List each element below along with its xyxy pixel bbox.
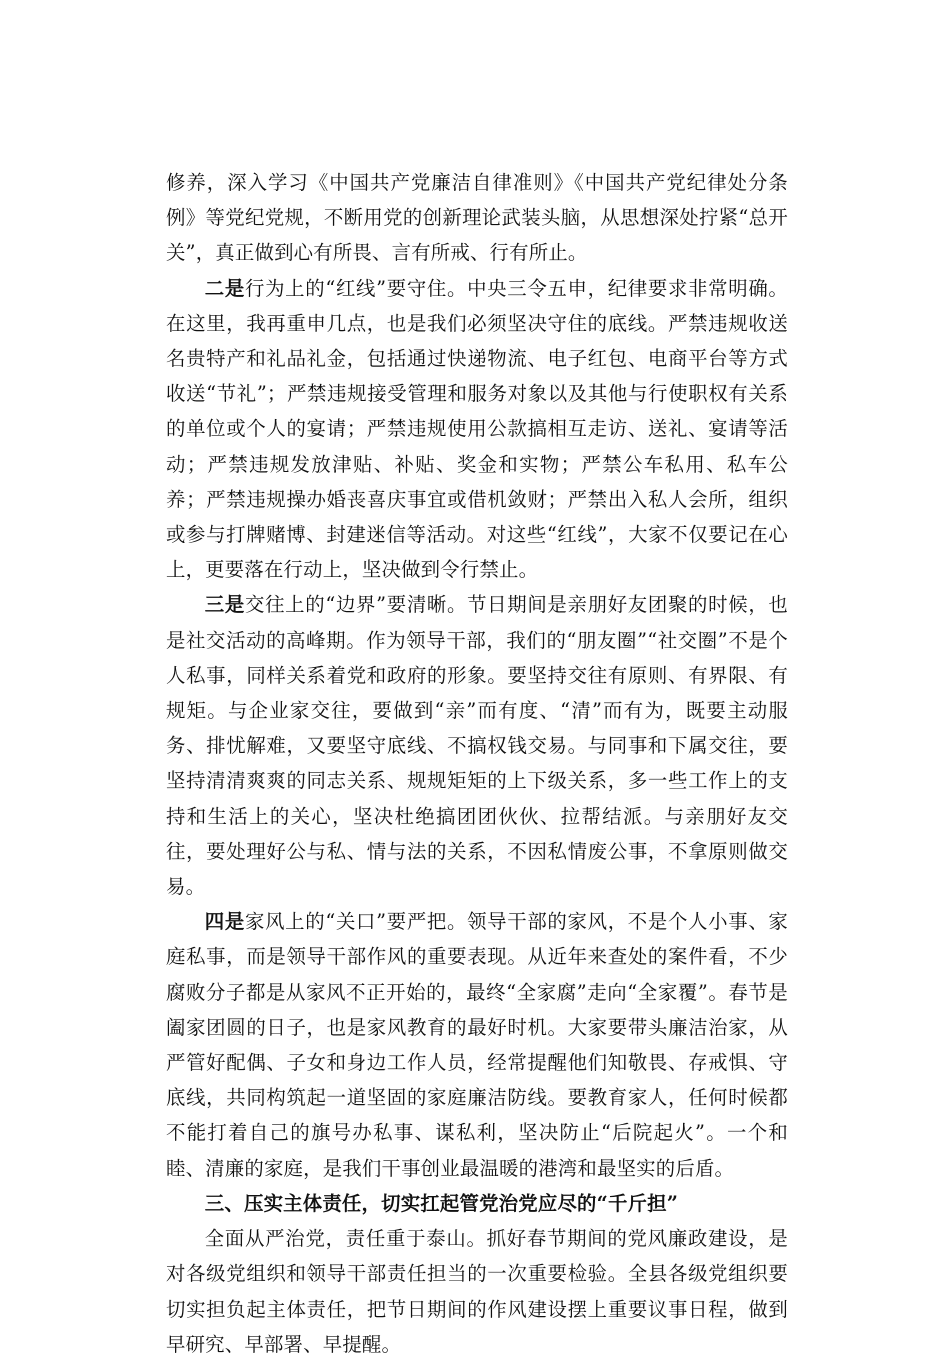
paragraph-family-style <box>166 904 788 1186</box>
paragraph-red-line <box>166 271 788 588</box>
section-heading: 三、压实主体责任，切实扛起管党治党应尽的“千斤担” <box>204 1191 679 1215</box>
paragraph-text: 全面从严治党，责任重于泰山。抓好春节期间的党风廉政建设，是对各级党组织和领导干部责任担当的一次重要检验。全县各级党组织要切实担负起主体责任，把节日期间的作风建设摆上重要议事日程，做到早研究、早部署、早提醒。 <box>166 1227 788 1356</box>
paragraph-continuation <box>166 165 788 271</box>
paragraph-closing <box>166 1221 788 1362</box>
paragraph-text: 修养，深入学习《中国共产党廉洁自律准则》《中国共产党纪律处分条例》等党纪党规，不断用党的创新理论武装头脑，从思想深处拧紧“总开关”，真正做到心有所畏、言有所戒、行有所止。 <box>166 171 788 265</box>
paragraph-lead: 四是 <box>204 910 245 934</box>
paragraph-text: 交往上的“边界”要清晰。节日期间是亲朋好友团聚的时候，也是社交活动的高峰期。作为领导干部，我们的“朋友圈”“社交圈”不是个人私事，同样关系着党和政府的形象。要坚持交往有原则、有界限、有规矩。与企业家交往，要做到“亲”而有度、“清”而有为，既要主动服务、排忧解难，又要坚守底线、不搞权钱交易。与同事和下属交往，要坚持清清爽爽的同志关系、规规矩矩的上下级关系，多一些工作上的支持和生活上的关心，坚决杜绝搞团团伙伙、拉帮结派。与亲朋好友交往，要处理好公与私、情与法的关系，不因私情废公事，不拿原则做交易。 <box>166 593 788 899</box>
paragraph-text: 行为上的“红线”要守住。中央三令五申，纪律要求非常明确。在这里，我再重申几点，也是我们必须坚决守住的底线。严禁违规收送名贵特产和礼品礼金，包括通过快递物流、电子红包、电商平台等方式收送“节礼”；严禁违规接受管理和服务对象以及其他与行使职权有关系的单位或个人的宴请；严禁违规使用公款搞相互走访、送礼、宴请等活动；严禁违规发放津贴、补贴、奖金和实物；严禁公车私用、私车公养；严禁违规操办婚丧喜庆事宜或借机敛财；严禁出入私人会所，组织或参与打牌赌博、封建迷信等活动。对这些“红线”，大家不仅要记在心上，更要落在行动上，坚决做到令行禁止。 <box>166 276 788 582</box>
paragraph-lead: 三是 <box>204 593 245 617</box>
paragraph-text: 家风上的“关口”要严把。领导干部的家风，不是个人小事、家庭私事，而是领导干部作风的重要表现。从近年来查处的案件看，不少腐败分子都是从家风不正开始的，最终“全家腐”走向“全家覆”。春节是阖家团圆的日子，也是家风教育的最好时机。大家要带头廉洁治家，从严管好配偶、子女和身边工作人员，经常提醒他们知敬畏、存戒惧、守底线，共同构筑起一道坚固的家庭廉洁防线。要教育家人，任何时候都不能打着自己的旗号办私事、谋私利，坚决防止“后院起火”。一个和睦、清廉的家庭，是我们干事创业最温暖的港湾和最坚实的后盾。 <box>166 910 788 1180</box>
paragraph-boundary <box>166 587 788 904</box>
document-body <box>166 165 788 1362</box>
paragraph-lead: 二是 <box>204 276 245 300</box>
